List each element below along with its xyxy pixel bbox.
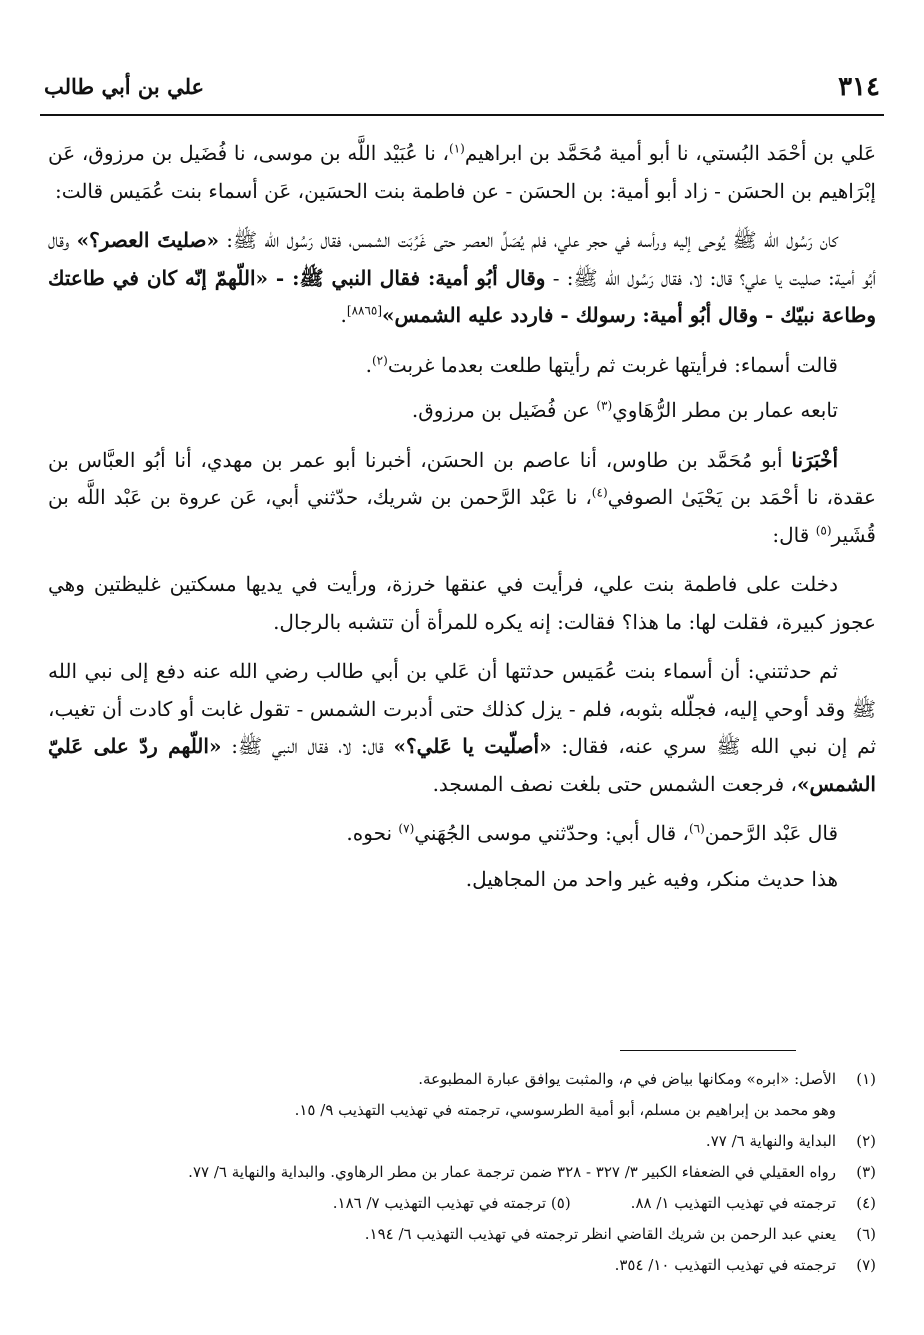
- bold-quote: «أصلّيت يا عَلي؟»: [393, 734, 552, 758]
- text-run: تابعه عمار بن مطر الرُّهَاوي: [612, 398, 838, 422]
- footnote-number: (٥): [550, 1194, 571, 1212]
- paragraph-hadith-2: [48, 653, 876, 803]
- footnote-6: [48, 1219, 876, 1250]
- footnote-divider: [620, 1050, 796, 1051]
- text-run: قالت أسماء: فرأيتها غربت ثم رأيتها طلعت بعدما غربت: [387, 352, 838, 377]
- paragraph-isnad-2: [48, 442, 876, 555]
- footnote-1-continued: [48, 1095, 876, 1126]
- bold-quote: وقال أبُو أمية: فقال النبي ﷺ: - «اللّهمّ إنّه كان في طاعتك وطاعة نبيّك - وقال أبُو أمية: رسولك - فاردد عليه الشمس»: [48, 265, 876, 327]
- text-run: قال: لا، فقال النبي ﷺ:: [221, 734, 394, 758]
- paragraph-asma-statement: [48, 347, 876, 385]
- paragraph-abdulrahman: [48, 815, 876, 853]
- footnote-text: يعني عبد الرحمن بن شريك القاضي انظر ترجمته في تهذيب التهذيب ٦/ ١٩٤.: [364, 1225, 836, 1243]
- text-run: نحوه.: [346, 821, 399, 845]
- page-header: [40, 70, 884, 116]
- paragraph-verdict: هذا حديث منكر، وفيه غير واحد من المجاهيل.: [465, 866, 838, 891]
- text-run: ثم حدثتني: أن أسماء بنت عُمَيس حدثتها أن عَلي بن أبي طالب رضي الله عنه دفع إلى نبي الله ﷺ وقد أوحي إليه، فجلّله بثوبه، فلم - يزل كذلك حتى أدبرت الشمس - تقول غابت أو كادت أن تغيب، ثم إن نبي الله ﷺ سري عنه، فقال:: [48, 659, 877, 758]
- footnote-4-5: [48, 1188, 876, 1219]
- footnote-5-text: ترجمته في تهذيب التهذيب ٧/ ١٨٦.: [332, 1194, 547, 1212]
- text-run: عَلي بن أحْمَد البُستي، نا أبو أمية مُحَمَّد بن ابراهيم: [464, 141, 877, 165]
- running-title: علي بن أبي طالب: [44, 74, 205, 99]
- footnote-number: (٢): [856, 1132, 876, 1150]
- paragraph-fatima-story: دخلت على فاطمة بنت علي، فرأيت في عنقها خرزة، ورأيت في يديها مسكتين غليظتين وهي عجوز كبيرة، فقلت لها: ما هذا؟ فقالت: إنه يكره للمرأة أن تتشبه بالرجال.: [48, 572, 876, 634]
- akhbarana-lead: أخْبَرَنا: [791, 447, 838, 472]
- footnote-number: (٧): [856, 1256, 876, 1274]
- footnote-number: (٤): [856, 1194, 876, 1212]
- footnote-1: [48, 1064, 876, 1095]
- footnote-7: [48, 1250, 876, 1281]
- footnote-2: [48, 1126, 876, 1157]
- footnote-ref: (٢): [371, 352, 388, 367]
- paragraph-isnad-1: [48, 135, 876, 210]
- text-run: ، فرجعت الشمس حتى بلغت نصف المسجد.: [432, 771, 797, 796]
- footnote-number: (١): [856, 1070, 876, 1088]
- text-run: ، نا عَبْد الرَّحمن بن شريك، حدّثني أبي، عَن عروة بن عَبْد اللَّه بن قُشَير: [48, 485, 876, 547]
- footnote-number: [836, 1095, 876, 1126]
- footnote-number: (٦): [856, 1225, 876, 1243]
- hadith-number: [٨٨٦٥]: [346, 303, 383, 318]
- page-number: ٣١٤: [838, 72, 880, 102]
- paragraph-hadith-1: [48, 222, 876, 335]
- main-text: [48, 135, 876, 910]
- footnote-ref: (٣): [596, 398, 613, 413]
- footnote-ref: (٧): [398, 821, 415, 836]
- footnote-number: (٣): [856, 1163, 876, 1181]
- footnote-4-text: ترجمته في تهذيب التهذيب ١/ ٨٨.: [630, 1194, 836, 1212]
- text-run: قال:: [772, 522, 816, 547]
- text-run: .: [340, 303, 347, 327]
- text-run: ، نا عُبَيْد اللَّه بن موسى، نا فُضَيل بن مرزوق، عَن إبْرَاهيم بن الحسَن - زاد أبو أمية: بن الحسَن - عن فاطمة بنت الحسَين، عَن أسماء بنت عُمَيس قالت:: [48, 141, 876, 203]
- footnote-text: وهو محمد بن إبراهيم بن مسلم، أبو أمية الطرسوسي، ترجمته في تهذيب التهذيب ٩/ ١٥.: [294, 1101, 836, 1119]
- text-run: .: [365, 352, 372, 377]
- text-run: قال عَبْد الرَّحمن: [704, 821, 838, 845]
- bold-quote: «اللّهم ردّ على عَليّ الشمس»: [48, 734, 876, 796]
- footnote-ref: (٦): [688, 821, 705, 836]
- footnote-ref: (٤): [591, 485, 608, 500]
- text-run: كان رَسُول الله ﷺ يُوحى إليه ورأسه في حجر علي، فلم يُصَلِّ العصر حتى غَرُبَت الشمس، فقال رَسُول الله ﷺ:: [219, 228, 838, 252]
- paragraph-mutaba: [48, 392, 876, 430]
- footnote-3: [48, 1157, 876, 1188]
- footnote-text: الأصل: «ابره» ومكانها بياض في م، والمثبت يوافق عبارة المطبوعة.: [418, 1070, 836, 1088]
- text-run: أبو مُحَمَّد بن طاوس، أنا عاصم بن الحسَن، أخبرنا أبو عمر بن مهدي، أنا أبُو العبَّاس بن عقدة، نا أحْمَد بن يَحْيَىٰ الصوفي: [48, 447, 876, 509]
- footnote-ref: (١): [449, 141, 465, 156]
- footnote-text: رواه العقيلي في الضعفاء الكبير ٣/ ٣٢٧ - ٣٢٨ ضمن ترجمة عمار بن مطر الرهاوي. والبداية والنهاية ٦/ ٧٧.: [188, 1163, 836, 1181]
- footnote-text: [48, 1188, 836, 1219]
- footnote-text: ترجمته في تهذيب التهذيب ١٠/ ٣٥٤.: [614, 1256, 836, 1274]
- text-run: عن فُضَيل بن مرزوق.: [411, 398, 597, 422]
- text-run: ، قال أبي: وحدّثني موسى الجُهَني: [414, 821, 689, 845]
- bold-quote: «صليتَ العصر؟»: [76, 228, 220, 252]
- footnotes: [48, 1064, 876, 1281]
- footnote-text: البداية والنهاية ٦/ ٧٧.: [705, 1132, 836, 1150]
- footnote-ref: (٥): [815, 522, 832, 537]
- text-run: وقال أبُو أمية: صليت يا علي؟ قال: لا، فقال رَسُول الله ﷺ: -: [48, 228, 876, 290]
